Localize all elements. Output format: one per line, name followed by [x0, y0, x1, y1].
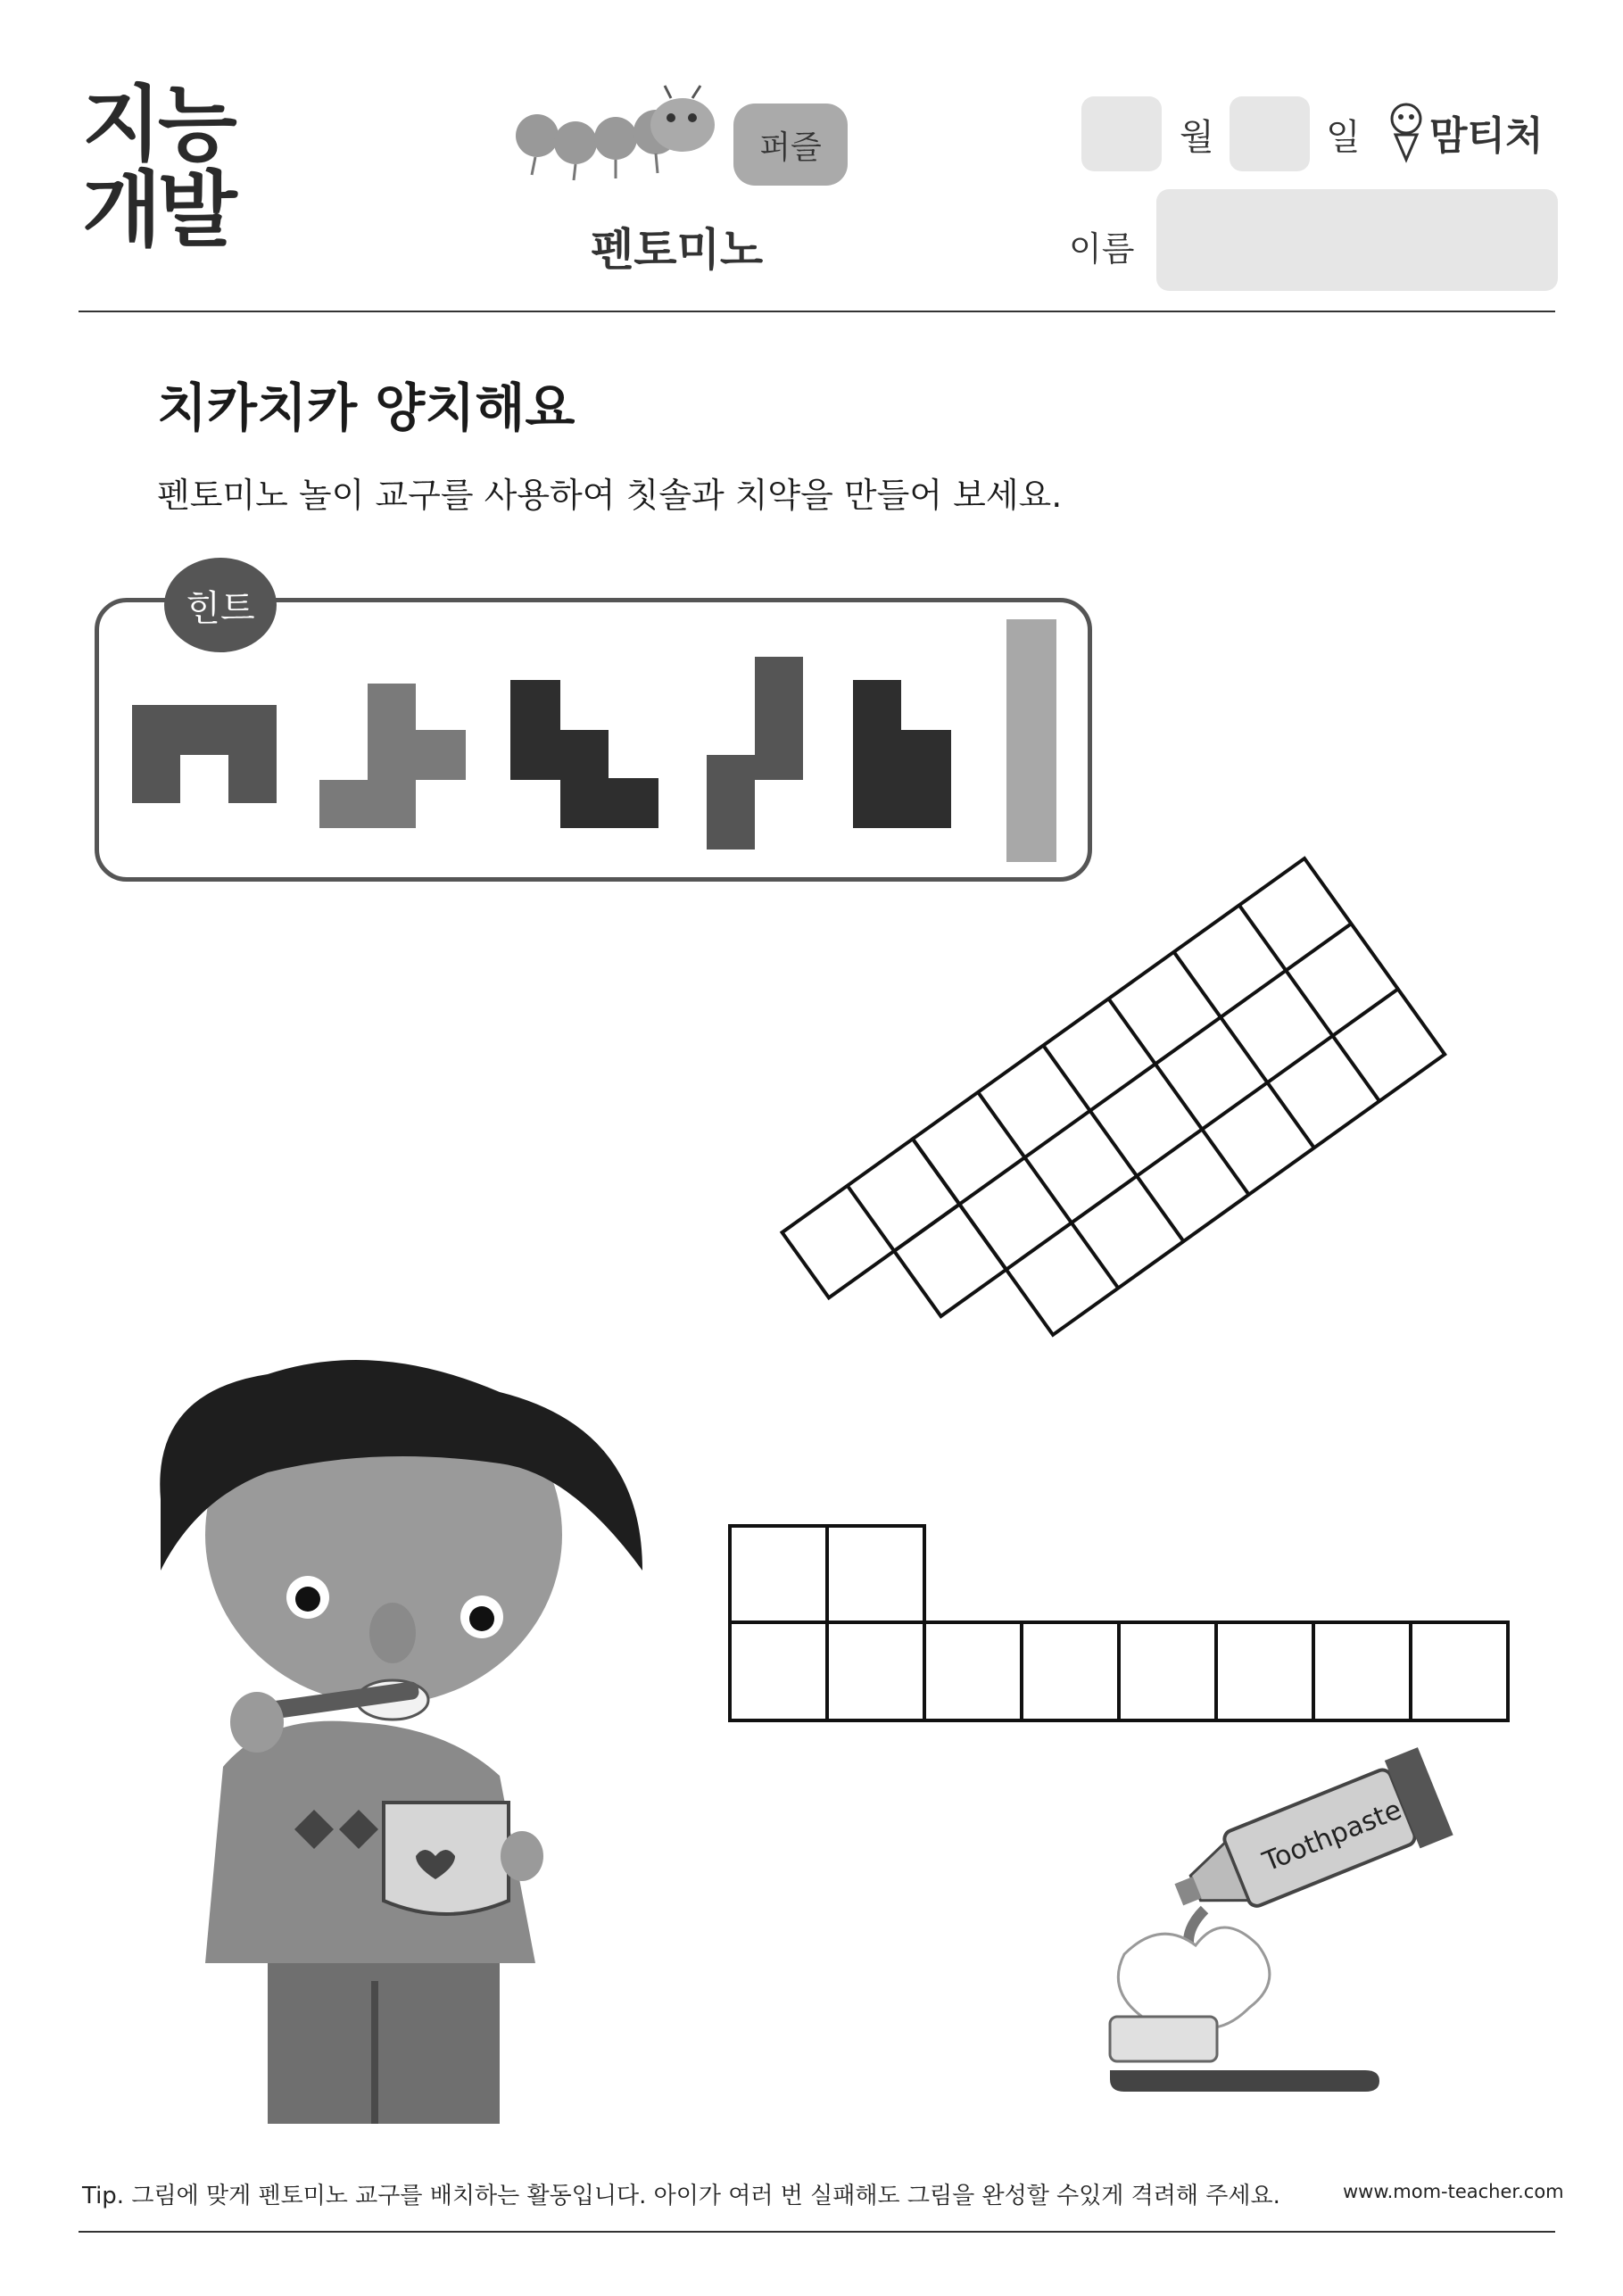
boy-brushing-teeth-illustration	[160, 1360, 642, 2124]
pentomino-piece-n	[707, 657, 803, 850]
toothpaste-and-toothbrush-illustration	[1110, 1747, 1453, 2092]
day-label: 일	[1326, 117, 1361, 158]
pentomino-piece-u	[132, 705, 277, 803]
pentomino-piece-i	[1006, 619, 1056, 862]
toothpaste-tube-label: Toothpaste	[1258, 1794, 1406, 1878]
name-label: 이름	[1069, 229, 1135, 269]
toothbrush-head-cells	[913, 858, 1445, 1335]
toothbrush-handle-cells	[783, 1139, 1006, 1363]
pentomino-piece-w	[510, 680, 658, 828]
category-badge-label: 퍼즐	[759, 128, 822, 166]
publisher-logo-text: 맘티처	[1429, 113, 1544, 159]
worksheet-instruction: 펜토미노 놀이 교구를 사용하여 칫솔과 치약을 만들어 보세요.	[157, 476, 1063, 515]
pentomino-piece-p	[853, 680, 951, 828]
hint-label: 힌트	[186, 587, 255, 629]
footer-website[interactable]: www.mom-teacher.com	[1343, 2181, 1564, 2202]
pentomino-piece-t	[319, 684, 466, 828]
footer-divider	[79, 2231, 1555, 2233]
worksheet-title: 치카치카 양치해요	[157, 377, 576, 438]
footer-tip: Tip. 그림에 맞게 펜토미노 교구를 배치하는 활동입니다. 아이가 여러 번 실패해도 그림을 완성할 수있게 격려해 주세요.	[82, 2183, 1280, 2209]
month-label: 월	[1180, 117, 1214, 158]
toothpaste-grid	[730, 1526, 1508, 1720]
subject-title: 펜토미노	[591, 224, 764, 276]
toothbrush-grid	[783, 858, 1445, 1429]
hint-pieces	[132, 619, 1056, 862]
brand-logo-text: 지능개발	[82, 77, 234, 258]
